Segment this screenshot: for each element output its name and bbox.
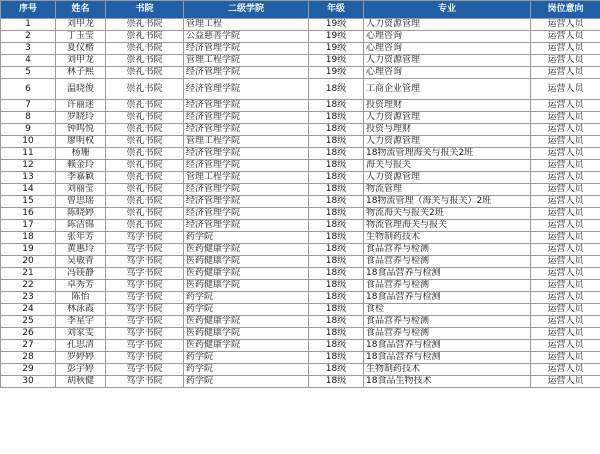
cell-job-intention: 运营人员 bbox=[531, 220, 600, 232]
cell-major: 人力资源管理 bbox=[364, 112, 531, 124]
table-row bbox=[1, 136, 600, 148]
table-row bbox=[1, 112, 600, 124]
cell-job-intention: 运营人员 bbox=[531, 79, 600, 100]
cell-grade: 18级 bbox=[309, 160, 364, 172]
table-row bbox=[1, 352, 600, 364]
cell-grade: 18级 bbox=[309, 79, 364, 100]
cell-index: 19 bbox=[1, 244, 56, 256]
cell-job-intention: 运营人员 bbox=[531, 19, 600, 31]
cell-grade: 18级 bbox=[309, 376, 364, 388]
cell-grade: 19级 bbox=[309, 67, 364, 79]
cell-grade: 19级 bbox=[309, 43, 364, 55]
cell-index: 17 bbox=[1, 220, 56, 232]
cell-grade: 18级 bbox=[309, 196, 364, 208]
table-row bbox=[1, 292, 600, 304]
cell-name: 吴敏青 bbox=[56, 256, 106, 268]
cell-index: 28 bbox=[1, 352, 56, 364]
header-job-intention: 岗位意向 bbox=[531, 1, 600, 19]
cell-job-intention: 运营人员 bbox=[531, 160, 600, 172]
cell-grade: 18级 bbox=[309, 184, 364, 196]
cell-grade: 19级 bbox=[309, 19, 364, 31]
cell-secondary-school: 经济管理学院 bbox=[184, 148, 309, 160]
cell-college: 崇礼书院 bbox=[106, 100, 184, 112]
cell-major: 生物制药技术 bbox=[364, 364, 531, 376]
cell-major: 物流海关与报关2班 bbox=[364, 208, 531, 220]
cell-name: 彭宇婷 bbox=[56, 364, 106, 376]
cell-grade: 18级 bbox=[309, 316, 364, 328]
cell-index: 14 bbox=[1, 184, 56, 196]
cell-grade: 18级 bbox=[309, 280, 364, 292]
table-row bbox=[1, 244, 600, 256]
table-row bbox=[1, 19, 600, 31]
cell-secondary-school: 经济管理学院 bbox=[184, 220, 309, 232]
cell-major: 食品营养与检测 bbox=[364, 244, 531, 256]
cell-grade: 18级 bbox=[309, 148, 364, 160]
cell-secondary-school: 经济管理学院 bbox=[184, 67, 309, 79]
cell-college: 笃学书院 bbox=[106, 292, 184, 304]
cell-college: 笃学书院 bbox=[106, 340, 184, 352]
cell-college: 崇礼书院 bbox=[106, 124, 184, 136]
header-secondary-school: 二级学院 bbox=[184, 1, 309, 19]
cell-college: 崇礼书院 bbox=[106, 136, 184, 148]
cell-college: 崇礼书院 bbox=[106, 160, 184, 172]
cell-job-intention: 运营人员 bbox=[531, 148, 600, 160]
cell-major: 工商企业管理 bbox=[364, 79, 531, 100]
cell-major: 海关与报关 bbox=[364, 160, 531, 172]
cell-college: 笃学书院 bbox=[106, 316, 184, 328]
cell-name: 许丽迷 bbox=[56, 100, 106, 112]
cell-major: 心理咨询 bbox=[364, 43, 531, 55]
cell-major: 18食品营养与检测 bbox=[364, 268, 531, 280]
cell-name: 刘家雯 bbox=[56, 328, 106, 340]
cell-secondary-school: 药学院 bbox=[184, 352, 309, 364]
cell-index: 6 bbox=[1, 79, 56, 100]
header-major: 专业 bbox=[364, 1, 531, 19]
cell-college: 崇礼书院 bbox=[106, 208, 184, 220]
cell-secondary-school: 医药健康学院 bbox=[184, 280, 309, 292]
cell-college: 崇礼书院 bbox=[106, 196, 184, 208]
cell-name: 李星宇 bbox=[56, 316, 106, 328]
cell-secondary-school: 管理工程 bbox=[184, 19, 309, 31]
cell-name: 刘甲龙 bbox=[56, 19, 106, 31]
cell-grade: 18级 bbox=[309, 304, 364, 316]
cell-index: 8 bbox=[1, 112, 56, 124]
cell-college: 笃学书院 bbox=[106, 256, 184, 268]
table-row bbox=[1, 316, 600, 328]
cell-name: 刘甲龙 bbox=[56, 55, 106, 67]
cell-major: 食品营养与检测 bbox=[364, 316, 531, 328]
cell-name: 杨珊 bbox=[56, 148, 106, 160]
table-body bbox=[1, 19, 600, 388]
cell-job-intention: 运营人员 bbox=[531, 268, 600, 280]
cell-college: 崇礼书院 bbox=[106, 67, 184, 79]
cell-index: 3 bbox=[1, 43, 56, 55]
cell-job-intention: 运营人员 bbox=[531, 184, 600, 196]
cell-college: 崇礼书院 bbox=[106, 112, 184, 124]
cell-major: 18物流管理（海关与报关）2班 bbox=[364, 196, 531, 208]
cell-name: 罗婷婷 bbox=[56, 352, 106, 364]
cell-secondary-school: 经济管理学院 bbox=[184, 43, 309, 55]
cell-secondary-school: 医药健康学院 bbox=[184, 340, 309, 352]
table-row bbox=[1, 304, 600, 316]
cell-major: 18物流管理海关与报关2班 bbox=[364, 148, 531, 160]
cell-secondary-school: 医药健康学院 bbox=[184, 244, 309, 256]
cell-major: 投资理财 bbox=[364, 100, 531, 112]
cell-index: 20 bbox=[1, 256, 56, 268]
cell-index: 25 bbox=[1, 316, 56, 328]
cell-job-intention: 运营人员 bbox=[531, 232, 600, 244]
cell-grade: 18级 bbox=[309, 268, 364, 280]
cell-name: 林子熙 bbox=[56, 67, 106, 79]
cell-major: 人力资源管理 bbox=[364, 19, 531, 31]
cell-college: 笃学书院 bbox=[106, 280, 184, 292]
cell-secondary-school: 医药健康学院 bbox=[184, 256, 309, 268]
cell-grade: 18级 bbox=[309, 352, 364, 364]
cell-name: 陈晓婷 bbox=[56, 208, 106, 220]
table-row bbox=[1, 31, 600, 43]
table-row bbox=[1, 184, 600, 196]
cell-major: 18食品生物技术 bbox=[364, 376, 531, 388]
cell-name: 孔思清 bbox=[56, 340, 106, 352]
cell-name: 赖金玲 bbox=[56, 160, 106, 172]
cell-index: 24 bbox=[1, 304, 56, 316]
cell-major: 食品营养与检测 bbox=[364, 256, 531, 268]
cell-college: 笃学书院 bbox=[106, 232, 184, 244]
cell-grade: 18级 bbox=[309, 124, 364, 136]
cell-name: 温晓俊 bbox=[56, 79, 106, 100]
cell-index: 18 bbox=[1, 232, 56, 244]
cell-college: 笃学书院 bbox=[106, 268, 184, 280]
header-college: 书院 bbox=[106, 1, 184, 19]
cell-secondary-school: 医药健康学院 bbox=[184, 328, 309, 340]
cell-secondary-school: 经济管理学院 bbox=[184, 208, 309, 220]
cell-college: 崇礼书院 bbox=[106, 148, 184, 160]
cell-grade: 18级 bbox=[309, 100, 364, 112]
cell-name: 钟鸣悦 bbox=[56, 124, 106, 136]
cell-job-intention: 运营人员 bbox=[531, 100, 600, 112]
cell-grade: 18级 bbox=[309, 244, 364, 256]
cell-grade: 19级 bbox=[309, 55, 364, 67]
table-header-row bbox=[1, 1, 600, 19]
cell-grade: 18级 bbox=[309, 256, 364, 268]
cell-job-intention: 运营人员 bbox=[531, 67, 600, 79]
table-row bbox=[1, 232, 600, 244]
cell-grade: 19级 bbox=[309, 31, 364, 43]
cell-secondary-school: 经济管理学院 bbox=[184, 100, 309, 112]
cell-secondary-school: 医药健康学院 bbox=[184, 316, 309, 328]
cell-name: 胡秋健 bbox=[56, 376, 106, 388]
cell-name: 卓秀芳 bbox=[56, 280, 106, 292]
table-row bbox=[1, 124, 600, 136]
cell-name: 陈洁锦 bbox=[56, 220, 106, 232]
cell-grade: 18级 bbox=[309, 328, 364, 340]
cell-college: 笃学书院 bbox=[106, 328, 184, 340]
cell-job-intention: 运营人员 bbox=[531, 43, 600, 55]
table-row bbox=[1, 172, 600, 184]
cell-college: 笃学书院 bbox=[106, 244, 184, 256]
table-row bbox=[1, 220, 600, 232]
cell-secondary-school: 管理工程学院 bbox=[184, 55, 309, 67]
cell-index: 2 bbox=[1, 31, 56, 43]
cell-index: 9 bbox=[1, 124, 56, 136]
cell-job-intention: 运营人员 bbox=[531, 256, 600, 268]
cell-college: 崇礼书院 bbox=[106, 31, 184, 43]
cell-job-intention: 运营人员 bbox=[531, 55, 600, 67]
table-row bbox=[1, 55, 600, 67]
cell-job-intention: 运营人员 bbox=[531, 280, 600, 292]
cell-index: 12 bbox=[1, 160, 56, 172]
table-row bbox=[1, 148, 600, 160]
table-row bbox=[1, 280, 600, 292]
cell-index: 23 bbox=[1, 292, 56, 304]
table-row bbox=[1, 100, 600, 112]
cell-job-intention: 运营人员 bbox=[531, 136, 600, 148]
header-index: 序号 bbox=[1, 1, 56, 19]
cell-major: 人力资源管理 bbox=[364, 172, 531, 184]
cell-college: 崇礼书院 bbox=[106, 79, 184, 100]
cell-job-intention: 运营人员 bbox=[531, 196, 600, 208]
cell-secondary-school: 管理工程学院 bbox=[184, 172, 309, 184]
cell-name: 陈怡 bbox=[56, 292, 106, 304]
cell-grade: 18级 bbox=[309, 364, 364, 376]
cell-college: 笃学书院 bbox=[106, 304, 184, 316]
cell-secondary-school: 药学院 bbox=[184, 232, 309, 244]
cell-major: 食品营养与检测 bbox=[364, 328, 531, 340]
cell-name: 冯镁静 bbox=[56, 268, 106, 280]
cell-secondary-school: 药学院 bbox=[184, 292, 309, 304]
cell-job-intention: 运营人员 bbox=[531, 292, 600, 304]
cell-secondary-school: 医药健康学院 bbox=[184, 268, 309, 280]
cell-job-intention: 运营人员 bbox=[531, 112, 600, 124]
table-row bbox=[1, 340, 600, 352]
cell-index: 29 bbox=[1, 364, 56, 376]
cell-index: 5 bbox=[1, 67, 56, 79]
cell-grade: 18级 bbox=[309, 232, 364, 244]
cell-index: 22 bbox=[1, 280, 56, 292]
cell-major: 18食品营养与检测 bbox=[364, 352, 531, 364]
cell-college: 崇礼书院 bbox=[106, 172, 184, 184]
cell-secondary-school: 药学院 bbox=[184, 376, 309, 388]
table-row bbox=[1, 79, 600, 100]
cell-grade: 18级 bbox=[309, 136, 364, 148]
cell-major: 物流管理 bbox=[364, 184, 531, 196]
cell-grade: 18级 bbox=[309, 220, 364, 232]
cell-major: 18食品营养与检测 bbox=[364, 292, 531, 304]
table-row bbox=[1, 364, 600, 376]
cell-index: 4 bbox=[1, 55, 56, 67]
cell-major: 物流管理海关与报关 bbox=[364, 220, 531, 232]
cell-secondary-school: 经济管理学院 bbox=[184, 79, 309, 100]
table-row bbox=[1, 256, 600, 268]
cell-grade: 18级 bbox=[309, 112, 364, 124]
table-row bbox=[1, 67, 600, 79]
header-name: 姓名 bbox=[56, 1, 106, 19]
cell-name: 夏仪楷 bbox=[56, 43, 106, 55]
table-row bbox=[1, 328, 600, 340]
cell-major: 人力资源管理 bbox=[364, 55, 531, 67]
cell-job-intention: 运营人员 bbox=[531, 364, 600, 376]
cell-job-intention: 运营人员 bbox=[531, 316, 600, 328]
cell-job-intention: 运营人员 bbox=[531, 328, 600, 340]
cell-major: 心理咨询 bbox=[364, 67, 531, 79]
cell-secondary-school: 药学院 bbox=[184, 304, 309, 316]
table-row bbox=[1, 376, 600, 388]
cell-name: 罗晓玲 bbox=[56, 112, 106, 124]
cell-major: 食品营养与检测 bbox=[364, 280, 531, 292]
cell-index: 30 bbox=[1, 376, 56, 388]
cell-name: 黄惠玲 bbox=[56, 244, 106, 256]
cell-secondary-school: 公益慈善学院 bbox=[184, 31, 309, 43]
cell-name: 丁玉莹 bbox=[56, 31, 106, 43]
cell-major: 食检 bbox=[364, 304, 531, 316]
cell-major: 心理咨询 bbox=[364, 31, 531, 43]
cell-grade: 18级 bbox=[309, 292, 364, 304]
cell-index: 21 bbox=[1, 268, 56, 280]
table-row bbox=[1, 160, 600, 172]
cell-job-intention: 运营人员 bbox=[531, 208, 600, 220]
cell-index: 16 bbox=[1, 208, 56, 220]
cell-major: 人力资源管理 bbox=[364, 136, 531, 148]
cell-job-intention: 运营人员 bbox=[531, 172, 600, 184]
cell-grade: 18级 bbox=[309, 340, 364, 352]
cell-secondary-school: 经济管理学院 bbox=[184, 112, 309, 124]
table-row bbox=[1, 196, 600, 208]
cell-major: 投资与理财 bbox=[364, 124, 531, 136]
cell-secondary-school: 管理工程学院 bbox=[184, 136, 309, 148]
cell-secondary-school: 经济管理学院 bbox=[184, 124, 309, 136]
cell-index: 1 bbox=[1, 19, 56, 31]
cell-grade: 18级 bbox=[309, 208, 364, 220]
cell-name: 刘丽莹 bbox=[56, 184, 106, 196]
cell-name: 廖明权 bbox=[56, 136, 106, 148]
cell-job-intention: 运营人员 bbox=[531, 244, 600, 256]
cell-job-intention: 运营人员 bbox=[531, 376, 600, 388]
cell-index: 7 bbox=[1, 100, 56, 112]
cell-job-intention: 运营人员 bbox=[531, 31, 600, 43]
cell-secondary-school: 经济管理学院 bbox=[184, 196, 309, 208]
cell-college: 笃学书院 bbox=[106, 376, 184, 388]
cell-index: 11 bbox=[1, 148, 56, 160]
table-row bbox=[1, 43, 600, 55]
cell-secondary-school: 经济管理学院 bbox=[184, 184, 309, 196]
cell-grade: 18级 bbox=[309, 172, 364, 184]
cell-index: 10 bbox=[1, 136, 56, 148]
cell-college: 崇礼书院 bbox=[106, 220, 184, 232]
cell-name: 曾思瑶 bbox=[56, 196, 106, 208]
cell-name: 李嘉颖 bbox=[56, 172, 106, 184]
cell-college: 崇礼书院 bbox=[106, 184, 184, 196]
cell-index: 13 bbox=[1, 172, 56, 184]
cell-major: 生物制药技术 bbox=[364, 232, 531, 244]
cell-name: 林泳霞 bbox=[56, 304, 106, 316]
cell-secondary-school: 经济管理学院 bbox=[184, 160, 309, 172]
table-row bbox=[1, 208, 600, 220]
cell-major: 18食品营养与检测 bbox=[364, 340, 531, 352]
cell-college: 崇礼书院 bbox=[106, 19, 184, 31]
cell-job-intention: 运营人员 bbox=[531, 304, 600, 316]
cell-college: 笃学书院 bbox=[106, 352, 184, 364]
cell-job-intention: 运营人员 bbox=[531, 352, 600, 364]
cell-name: 张年芳 bbox=[56, 232, 106, 244]
cell-college: 崇礼书院 bbox=[106, 43, 184, 55]
cell-job-intention: 运营人员 bbox=[531, 124, 600, 136]
cell-secondary-school: 药学院 bbox=[184, 364, 309, 376]
header-grade: 年级 bbox=[309, 1, 364, 19]
cell-college: 崇礼书院 bbox=[106, 55, 184, 67]
cell-index: 26 bbox=[1, 328, 56, 340]
cell-index: 15 bbox=[1, 196, 56, 208]
cell-college: 笃学书院 bbox=[106, 364, 184, 376]
table-row bbox=[1, 268, 600, 280]
cell-index: 27 bbox=[1, 340, 56, 352]
cell-job-intention: 运营人员 bbox=[531, 340, 600, 352]
